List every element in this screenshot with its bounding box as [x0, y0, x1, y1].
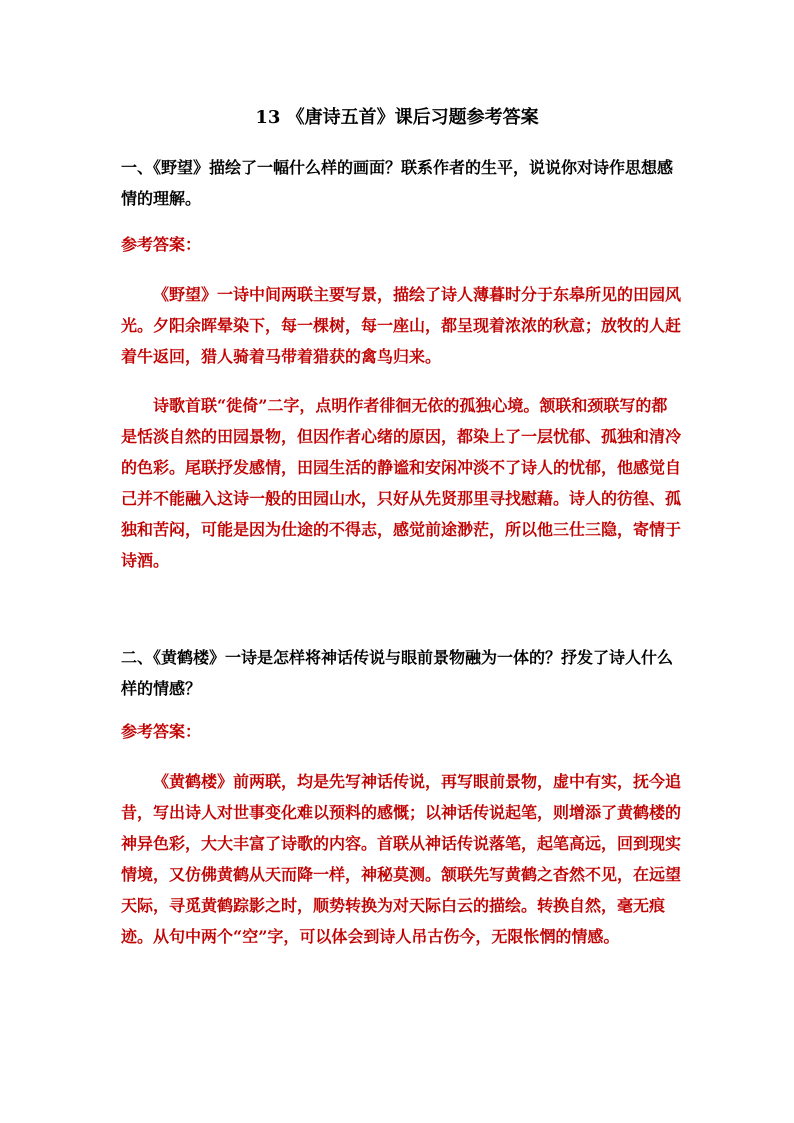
answer-label-1: 参考答案：	[121, 235, 202, 254]
question-1: 一、《野望》描绘了一幅什么样的画面？联系作者的生平，说说你对诗作思想感情的理解。	[121, 158, 674, 208]
answer-label-2: 参考答案：	[121, 722, 202, 741]
question-2: 二、《黄鹤楼》一诗是怎样将神话传说与眼前景物融为一体的？抒发了诗人什么样的情感？	[121, 648, 674, 698]
answer-1-paragraph-1: 《野望》一诗中间两联主要写景，描绘了诗人薄暮时分于东皋所见的田园风光。夕阳余晖晕染下，每一棵树，每一座山，都呈现着浓浓的秋意；放牧的人赶着牛返回，猎人骑着马带着猎获的禽鸟归来。	[121, 285, 682, 366]
answer-1-paragraph-2: 诗歌首联“徙倚”二字，点明作者徘徊无依的孤独心境。颔联和颈联写的都是恬淡自然的田园景物，但因作者心绪的原因，都染上了一层忧郁、孤独和清冷的色彩。尾联抒发感情，田园生活的静谧和安闲冲淡不了诗人的忧郁，他感觉自己并不能融入这诗一般的田园山水，只好从先贤那里寻找慰藉。诗人的彷徨、孤独和苦闷，可能是因为仕途的不得志，感觉前途渺茫，所以他三仕三隐，寄情于诗酒。	[121, 396, 682, 570]
page-title: 13 《唐诗五首》课后习题参考答案	[255, 107, 539, 128]
answer-2-paragraph-1: 《黄鹤楼》前两联，均是先写神话传说，再写眼前景物，虚中有实，抚今追昔，写出诗人对世事变化难以预料的感慨；以神话传说起笔，则增添了黄鹤楼的神异色彩，大大丰富了诗歌的内容。首联从神话传说落笔，起笔高远，回到现实情境，又仿佛黄鹤从天而降一样，神秘莫测。颔联先写黄鹤之杳然不见，在远望天际，寻觅黄鹤踪影之时，顺势转换为对天际白云的描绘。转换自然，毫无痕迹。从句中两个“空”字，可以体会到诗人吊古伤今，无限怅惘的情感。	[121, 772, 682, 946]
